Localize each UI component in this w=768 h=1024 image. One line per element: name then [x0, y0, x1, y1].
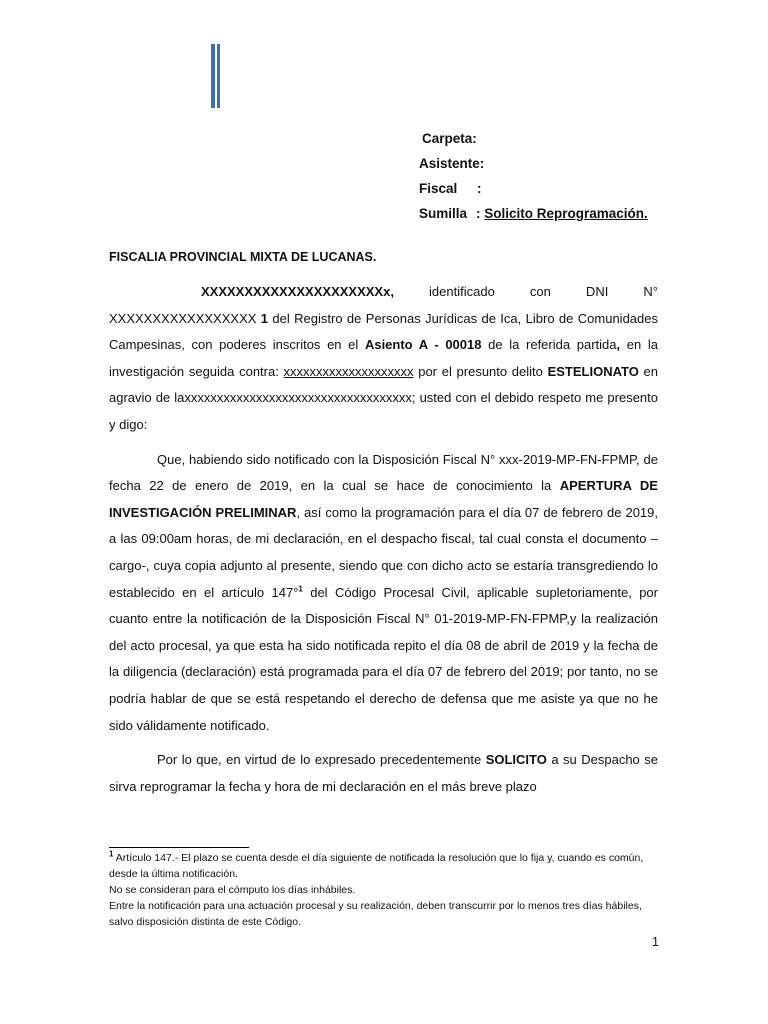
text-span: , así como la programación para el día 07 de febrero de 2019, a las 09:00am horas, de mi declaración, en el despacho fiscal, tal cual consta el documento –cargo-, cuya copia adjunto al presente, siendo que con dicho acto se estaría transgrediendo lo establecido en el artículo 147°	[109, 504, 658, 600]
footnote-line: Entre la notificación para una actuación procesal y su realización, deben transcurrir por lo menos tres días hábiles, salvo disposición distinta de este Código.	[109, 900, 642, 928]
footnotes	[109, 850, 658, 930]
text-span: en agravio de laxxxxxxxxxxxxxxxxxxxxxxxxxxxxxxxxxxx; usted con el debido respeto me presento y digo:	[109, 363, 658, 432]
text-span: por el presunto delito	[413, 363, 548, 379]
paragraph-facts	[109, 447, 658, 740]
footnote-line: No se consideran para el cómputo los días inhábiles.	[109, 884, 356, 896]
page-number: 1	[652, 935, 659, 949]
footnote-marker: 1	[109, 849, 114, 859]
text-span: identificado con DNI N° XXXXXXXXXXXXXXXXX	[109, 284, 658, 326]
text-span: del Código Procesal Civil, aplicable supletoriamente, por cuanto entre la notificación de la Disposición Fiscal N° 01-2019-MP-FN-FPMP,y la realización del acto procesal, ya que esta ha sido notificada repito el día 08 de abril de 2019 y la fecha de la diligencia (declaración) está programada para el día 07 de febrero del 2019; por tanto, no se podría hablar de que se está respetando el derecho de defensa que me asiste ya que no he sido válidamente notificado.	[109, 584, 658, 733]
fiscal-label: Fiscal	[419, 181, 458, 196]
fiscal-separator: :	[477, 181, 482, 196]
applicant-name: XXXXXXXXXXXXXXXXXXXXXx,	[201, 284, 394, 299]
crime-name: ESTELIONATO	[547, 363, 639, 379]
header-fiscal	[419, 176, 648, 201]
footnote-divider	[109, 847, 249, 848]
text-span-bold: 1	[260, 310, 269, 326]
asiento-ref: Asiento A - 00018	[364, 337, 482, 353]
footnote-reference: 1	[298, 584, 303, 594]
text-span: a su Despacho se sirva reprogramar la fecha y hora de mi declaración en el más breve plazo	[109, 752, 658, 794]
text-span: Por lo que, en virtud de lo expresado precedentemente	[157, 752, 486, 768]
footnote-line	[109, 850, 658, 882]
text-span-bold: SOLICITO	[485, 752, 547, 768]
sumilla-separator: :	[476, 206, 481, 221]
text-span: Que, habiendo sido notificado con la Disposición Fiscal N° xxx-2019-MP-FN-FPMP, de fecha 22 de enero de 2019, en la cual se hace de conocimiento la	[109, 451, 658, 494]
header-carpeta	[419, 126, 648, 151]
asistente-label: Asistente:	[419, 156, 485, 171]
blue-bar-thick	[211, 44, 215, 108]
sumilla-label: Sumilla	[419, 206, 468, 221]
paragraph-request	[109, 747, 658, 800]
text-span-bold: APERTURA DE INVESTIGACIÓN PRELIMINAR	[109, 478, 658, 520]
case-header	[419, 126, 648, 226]
sumilla-value: Solicito Reprogramación.	[484, 206, 648, 221]
defendant-name: xxxxxxxxxxxxxxxxxxxx	[283, 363, 414, 379]
blue-bar-thin	[217, 44, 220, 108]
addressee: FISCALIA PROVINCIAL MIXTA DE LUCANAS.	[109, 250, 377, 264]
text-span: en la investigación seguida contra:	[109, 337, 658, 379]
carpeta-label: Carpeta:	[422, 131, 477, 146]
document-body	[109, 279, 658, 808]
text-span: del Registro de Personas Jurídicas de Ica, Libro de Comunidades Campesinas, con poderes inscritos en el	[109, 310, 658, 353]
header-sumilla	[419, 201, 648, 226]
header-asistente	[419, 151, 648, 176]
text-span: de la referida partida	[481, 337, 617, 353]
footnote-text: Artículo 147.- El plazo se cuenta desde el día siguiente de notificada la resolución que lo fija y, cuando es común, desde la última notificación.	[109, 852, 644, 880]
paragraph-intro	[109, 279, 658, 439]
text-span-bold: ,	[616, 337, 621, 353]
